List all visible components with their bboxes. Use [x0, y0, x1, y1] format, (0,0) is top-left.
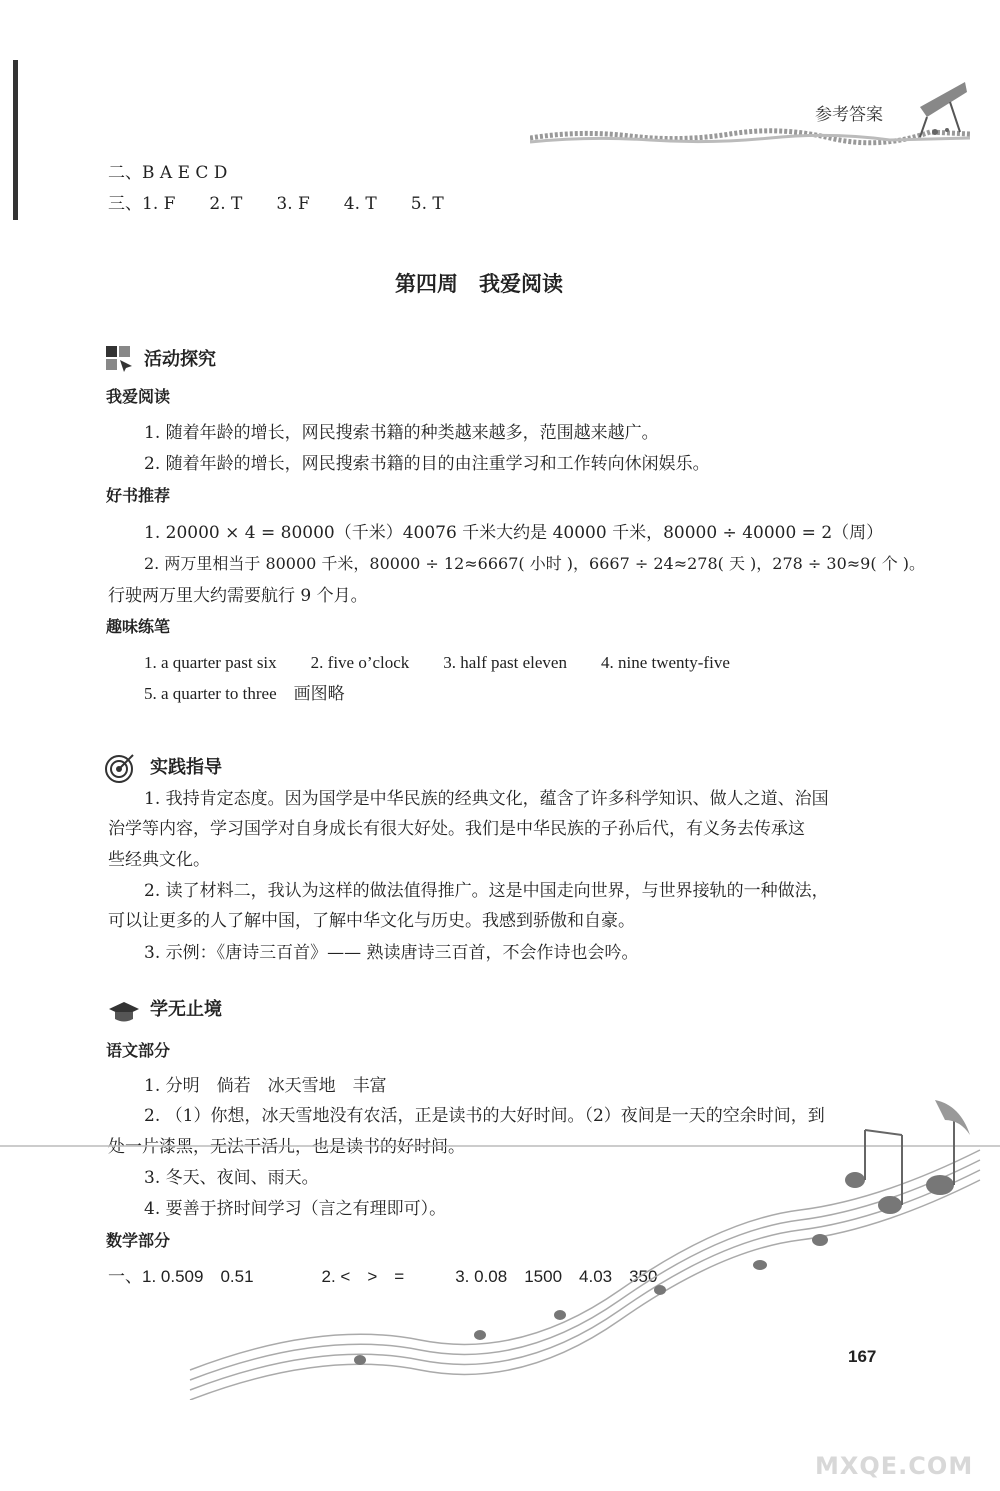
chinese-line-4: 3. 冬天、夜间、雨天。	[144, 1168, 319, 1188]
header-wave-decoration	[530, 118, 970, 158]
writing-item-1: 1. a quarter past six 2. five o’clock 3. half past eleven 4. nine twenty-five	[144, 653, 730, 672]
math-line-1: 一、1. 0.509 0.51 2. < > = 3. 0.08 1500 4.03 350	[108, 1267, 658, 1286]
page-number: 167	[848, 1347, 877, 1366]
practice-line-6: 3. 示例：《唐诗三百首》—— 熟读唐诗三百首，不会作诗也会吟。	[144, 943, 639, 963]
practice-line-4: 2. 读了材料二，我认为这样的做法值得推广。这是中国走向世界，与世界接轨的一种做法，	[144, 881, 829, 901]
page-title: 第四周 我爱阅读	[395, 272, 563, 296]
practice-heading: 实践指导	[150, 757, 222, 778]
graduation-cap-icon	[108, 1000, 140, 1024]
books-item-2: 2. 两万里相当于 80000 千米，80000 ÷ 12≈6667( 小时 )，6667 ÷ 24≈278( 天 )，278 ÷ 30≈9( 个 )。	[144, 554, 926, 573]
answer-line-3: 三、1. F 2. T 3. F 4. T 5. T	[108, 194, 444, 214]
reading-item-1: 1. 随着年龄的增长，网民搜索书籍的种类越来越多，范围越来越广。	[144, 423, 659, 443]
beach-chair-icon	[905, 72, 975, 142]
learning-sub-chinese: 语文部分	[106, 1041, 171, 1060]
activity-sub-reading: 我爱阅读	[106, 387, 171, 406]
practice-line-1: 1. 我持肯定态度。因为国学是中华民族的经典文化，蕴含了许多科学知识、做人之道、治国	[144, 789, 829, 809]
practice-line-3: 些经典文化。	[108, 850, 210, 870]
chinese-line-3: 处一片漆黑，无法干活儿，也是读书的好时间。	[108, 1137, 465, 1157]
learning-heading: 学无止境	[150, 999, 222, 1020]
practice-line-5: 可以让更多的人了解中国，了解中华文化与历史。我感到骄傲和自豪。	[108, 911, 635, 931]
watermark: MXQE.COM	[815, 1452, 974, 1480]
puzzle-icon	[104, 344, 134, 372]
reading-item-2: 2. 随着年龄的增长，网民搜索书籍的目的由注重学习和工作转向休闲娱乐。	[144, 454, 710, 474]
learning-sub-math: 数学部分	[106, 1231, 171, 1250]
books-item-1: 1. 20000 × 4 = 80000（千米）40076 千米大约是 40000 千米，80000 ÷ 40000 = 2（周）	[144, 523, 884, 543]
chinese-line-2: 2. （1）你想，冰天雪地没有农活，正是读书的大好时间。（2）夜间是一天的空余时间，到	[144, 1106, 825, 1126]
chinese-line-5: 4. 要善于挤时间学习（言之有理即可）。	[144, 1199, 447, 1219]
activity-sub-books: 好书推荐	[106, 486, 171, 505]
chinese-line-1: 1. 分明 倘若 冰天雪地 丰富	[144, 1076, 387, 1096]
writing-item-2: 5. a quarter to three 画图略	[144, 684, 345, 703]
books-item-3: 行驶两万里大约需要航行 9 个月。	[108, 586, 368, 606]
answer-line-2: 二、B A E C D	[108, 163, 228, 183]
left-margin-bar	[13, 60, 18, 220]
activity-sub-writing: 趣味练笔	[106, 617, 171, 636]
activity-heading: 活动探究	[144, 349, 216, 370]
header-label: 参考答案	[815, 105, 883, 125]
target-icon	[104, 752, 136, 784]
practice-line-2: 治学等内容，学习国学对自身成长有很大好处。我们是中华民族的子孙后代，有义务去传承这	[108, 819, 805, 839]
